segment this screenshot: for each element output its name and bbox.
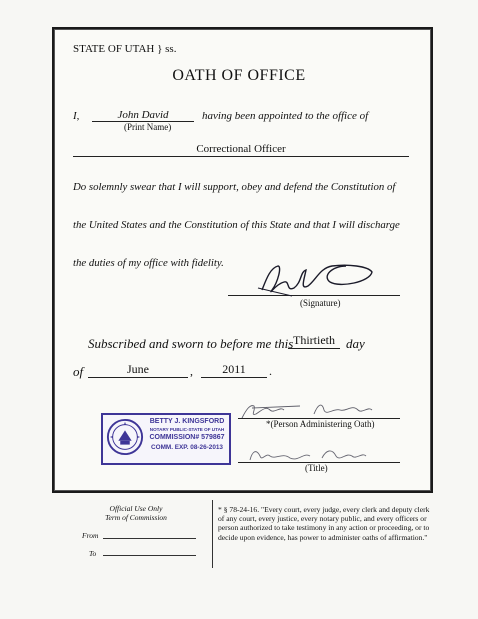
footer-divider bbox=[212, 500, 213, 568]
day-field: Thirtieth bbox=[288, 333, 340, 349]
from-line bbox=[103, 538, 196, 539]
oath-line-1: Do solemnly swear that I will support, obey and defend the Constitution of bbox=[73, 181, 396, 193]
print-name-caption: (Print Name) bbox=[124, 122, 172, 132]
official-use-heading bbox=[96, 504, 176, 522]
office-field: Correctional Officer bbox=[73, 143, 409, 157]
print-name-field: John David bbox=[92, 109, 194, 122]
to-label: To bbox=[89, 549, 97, 558]
signature-caption: (Signature) bbox=[300, 298, 341, 308]
pronoun-label: I, bbox=[73, 110, 80, 122]
state-line: STATE OF UTAH } ss. bbox=[73, 43, 177, 55]
stamp-name: BETTY J. KINGSFORD bbox=[149, 418, 225, 425]
stamp-expiry: COMM. EXP. 08-26-2013 bbox=[151, 444, 223, 451]
statute-text: * § 78-24-16. "Every court, every judge, every clerk and deputy clerk of any court, every justice, every notary public, and every officers or person authorized to take testimony in any action or proceeding, or to decide upon evidence, has power to administer oaths of affirmation." bbox=[218, 505, 430, 542]
year-field: 2011 bbox=[201, 362, 267, 378]
stamp-line2: NOTARY PUBLIC-STATE OF UTAH bbox=[149, 427, 225, 432]
term-label: Term of Commission bbox=[105, 513, 167, 522]
of-word: of bbox=[73, 364, 84, 379]
oath-line-2: the United States and the Constitution of this State and that I will discharge bbox=[73, 219, 400, 231]
day-word: day bbox=[346, 336, 365, 351]
date-comma: , bbox=[190, 364, 193, 378]
appointed-text: having been appointed to the office of bbox=[202, 110, 369, 122]
date-period: . bbox=[269, 364, 272, 378]
notary-stamp bbox=[101, 413, 231, 465]
signature-line bbox=[228, 295, 400, 296]
administrator-caption: *(Person Administering Oath) bbox=[266, 419, 375, 429]
oath-line-3: the duties of my office with fidelity. bbox=[73, 257, 224, 269]
page-title: OATH OF OFFICE bbox=[172, 67, 306, 84]
stamp-text bbox=[147, 417, 227, 452]
month-field: June bbox=[88, 362, 188, 378]
from-label: From bbox=[82, 531, 99, 540]
to-line bbox=[103, 555, 196, 556]
stamp-commission: COMMISSION# 579867 bbox=[149, 434, 225, 441]
sworn-prefix: Subscribed and sworn to before me this bbox=[88, 336, 294, 351]
official-use-label: Official Use Only bbox=[109, 504, 163, 513]
state-seal-icon bbox=[106, 418, 144, 456]
title-caption: (Title) bbox=[305, 463, 328, 473]
